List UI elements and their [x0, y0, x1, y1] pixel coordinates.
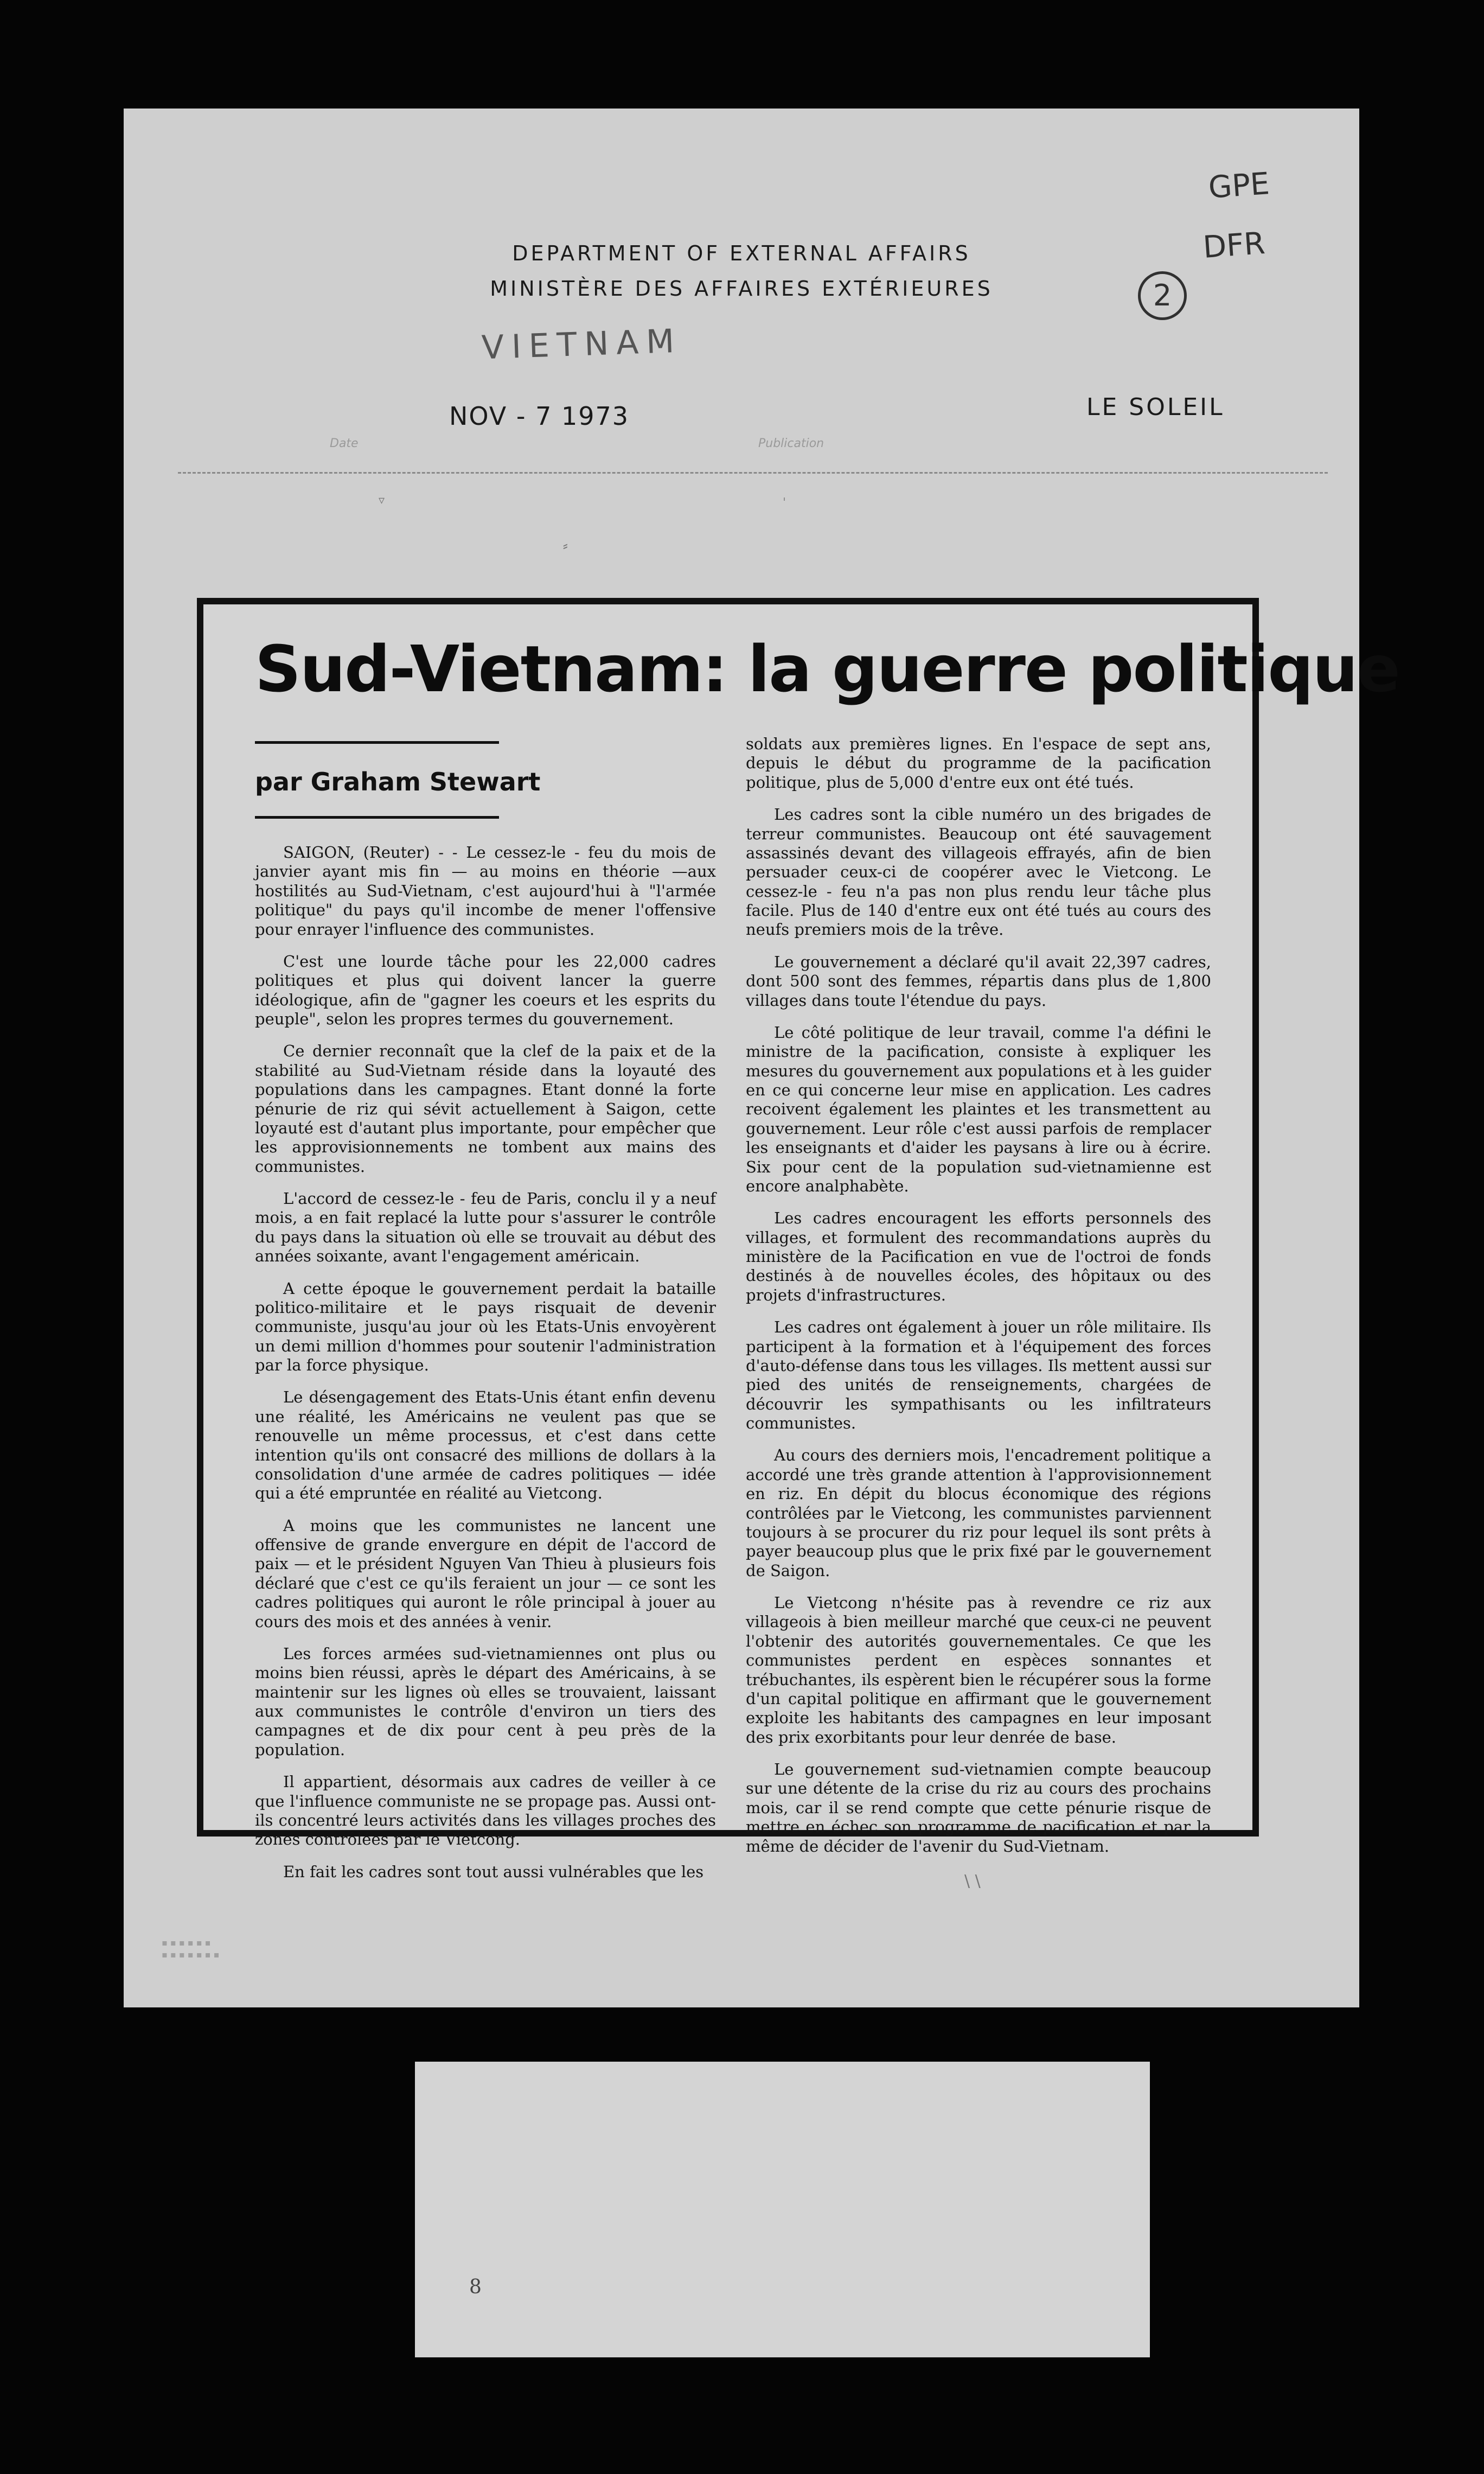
paragraph: A moins que les communistes ne lancent une offensive de grande envergure en dépit de l'accord de paix — et le président Nguyen Van Thieu à plusieurs fois déclaré que c'est ce qu'ils feraient un jour — ce sont les cadres politiques qui auront le rôle principal à jouer au cours des mois et des années à venir.: [255, 1516, 716, 1631]
paragraph: A cette époque le gouvernement perdait la bataille politico-militaire et le pays risquait de devenir communiste, jusqu'au jour où les Etats-Unis envoyèrent un demi million d'hommes pour soutenir l'administration par la force physique.: [255, 1279, 716, 1374]
byline-rule-top: [255, 741, 499, 744]
publication-label: Publication: [758, 437, 824, 450]
paragraph: Le Vietcong n'hésite pas à revendre ce riz aux villageois à bien meilleur marché que ceux-ci ne peuvent l'obtenir des autorités gouvernementales. Ce que les communistes perdent en espèces sonnantes et trébuchantes, ils espèrent bien le récupérer sous la forme d'un capital politique en affirmant que le gouvernement exploite les habitants des campagnes en leur imposant des prix exorbitants pour leur denrée de base.: [746, 1593, 1211, 1746]
article-box: [197, 598, 1399, 1881]
paragraph: L'accord de cessez-le - feu de Paris, conclu il y a neuf mois, a en fait replacé la lutte pour s'assurer le contrôle du pays dans la situation où elle se trouvait au début des années soixante, avant l'engagement américain.: [255, 1189, 716, 1266]
date-stamp: NOV - 7 1973: [449, 401, 630, 431]
article-column-left: [255, 843, 716, 1895]
paragraph: Le gouvernement sud-vietnamien compte beaucoup sur une détente de la crise du riz au cours des prochains mois, car il se rend compte que cette pénurie risque de mettre en échec son programme de pacification et par la même de décider de l'avenir du Sud-Vietnam.: [746, 1760, 1211, 1855]
handwritten-subject: VIETNAM: [481, 322, 683, 367]
paragraph: En fait les cadres sont tout aussi vulnérables que les: [283, 1862, 704, 1881]
paragraph: Les cadres sont la cible numéro un des brigades de terreur communistes. Beaucoup ont été sauvagement assassinés devant des villageois effrayés, afin de bien persuader ceux-ci de coopérer avec le Vietcong. Le cessez-le - feu n'a pas non plus rendu leur tâche plus facile. Plus de 140 d'entre eux ont été tués au cours des neufs premiers mois de la trêve.: [746, 805, 1211, 939]
speck-mark: ▿: [379, 494, 385, 507]
department-header-fr: MINISTÈRE DES AFFAIRES EXTÉRIEURES: [490, 277, 993, 301]
paragraph: SAIGON, (Reuter) - - Le cessez-le - feu du mois de janvier ayant mis fin — au moins en théorie —aux hostilités au Sud-Vietnam, c'est aujourd'hui à "l'armée politique" du pays qu'il incombe de mener l'offensive pour enrayer l'influence des communistes.: [255, 843, 716, 939]
paragraph: Il appartient, désormais aux cadres de veiller à ce que l'influence communiste ne se propage pas. Aussi ont-ils concentré leurs activités dans les villages proches des zones contrôlées par le Vietcong.: [255, 1772, 716, 1849]
article-title: Sud-Vietnam: la guerre politique: [255, 632, 1399, 706]
paragraph: C'est une lourde tâche pour les 22,000 cadres politiques et plus qui doivent lancer la guerre idéologique, afin de "gagner les coeurs et les esprits du peuple", selon les propres termes du gouvernement.: [255, 952, 716, 1028]
publication-name: LE SOLEIL: [1086, 393, 1225, 421]
byline-rule-bottom: [255, 816, 499, 819]
faded-margin-print: ▪ ▪ ▪ ▪ ▪ ▪ ▪ ▪ ▪ ▪ ▪ ▪ ▪: [162, 1937, 220, 1960]
handwritten-note-dfr: DFR: [1201, 226, 1266, 265]
speck-mark: ⸗: [563, 538, 568, 554]
card-mark: 8: [469, 2276, 482, 2298]
date-label: Date: [330, 437, 359, 450]
article-column-right: [746, 735, 1211, 1869]
article-byline: par Graham Stewart: [255, 767, 541, 796]
speck-mark: \ \: [964, 1872, 981, 1891]
paragraph: Le désengagement des Etats-Unis étant enfin devenu une réalité, les Américains ne veulent pas que se renouvelle un même processus, et c'est dans cette intention qu'ils ont consacré des millions de dollars à la consolidation d'une armée de cadres politiques — idée qui a été empruntée en réalité au Vietcong.: [255, 1388, 716, 1503]
paragraph: Les cadres encouragent les efforts personnels des villages, et formulent des recommandations auprès du ministère de la Pacification en vue de l'octroi de fonds destinés à de nouvelles écoles, des hôpitaux ou des projets d'infrastructures.: [746, 1209, 1211, 1304]
handwritten-note-gpe: GPE: [1207, 166, 1271, 206]
blank-index-card: [415, 2062, 1150, 2357]
header-divider: [178, 472, 1328, 474]
circled-number: [1138, 271, 1187, 320]
paragraph: soldats aux premières lignes. En l'espace de sept ans, depuis le début du programme de la pacification politique, plus de 5,000 d'entre eux ont été tués.: [746, 735, 1211, 792]
paragraph: Au cours des derniers mois, l'encadrement politique a accordé une très grande attention à l'approvisionnement en riz. En dépit du blocus économique des régions contrôlées par le Vietcong, les communistes parviennent toujours à se procurer du riz pour lequel ils sont prêts à payer beaucoup plus que le prix fixé par le gouvernement de Saigon.: [746, 1446, 1211, 1580]
speck-mark: ˈ: [783, 496, 786, 510]
paragraph: Le côté politique de leur travail, comme l'a défini le ministre de la pacification, consiste à expliquer les mesures du gouvernement aux populations et à les guider en ce qui concerne leur mise en application. Les cadres recoivent également les plaintes et les transmettent au gouvernement. Leur rôle c'est aussi parfois de remplacer les enseignants et d'aider les paysans à lire ou à écrire. Six pour cent de la population sud-vietnamienne est encore analphabète.: [746, 1023, 1211, 1195]
department-header-en: DEPARTMENT OF EXTERNAL AFFAIRS: [512, 241, 971, 265]
paragraph: Ce dernier reconnaît que la clef de la paix et de la stabilité au Sud-Vietnam réside dans la loyauté des populations dans les campagnes. Etant donné la forte pénurie de riz qui sévit actuellement à Saigon, cette loyauté est d'autant plus importante, pour empêcher que les approvisionnements ne tombent aux mains des communistes.: [255, 1042, 716, 1176]
paragraph: Le gouvernement a déclaré qu'il avait 22,397 cadres, dont 500 sont des femmes, répartis dans plus de 1,800 villages dans toute l'étendue du pays.: [746, 952, 1211, 1010]
clipping-sheet: [124, 109, 1399, 2007]
circled-number-text: 2: [1153, 278, 1172, 313]
paragraph: Les cadres ont également à jouer un rôle militaire. Ils participent à la formation et à l'équipement des forces d'auto-défense dans tous les villages. Ils mettent aussi sur pied des unités de renseignements, chargées de découvrir les sympathisants ou les infiltrateurs communistes.: [746, 1318, 1211, 1432]
paragraph: Les forces armées sud-vietnamiennes ont plus ou moins bien réussi, après le départ des Américains, à se maintenir sur les lignes où elles se trouvaient, laissant aux communistes le contrôle d'environ un tiers des campagnes et de dix pour cent à peu près de la population.: [255, 1644, 716, 1759]
